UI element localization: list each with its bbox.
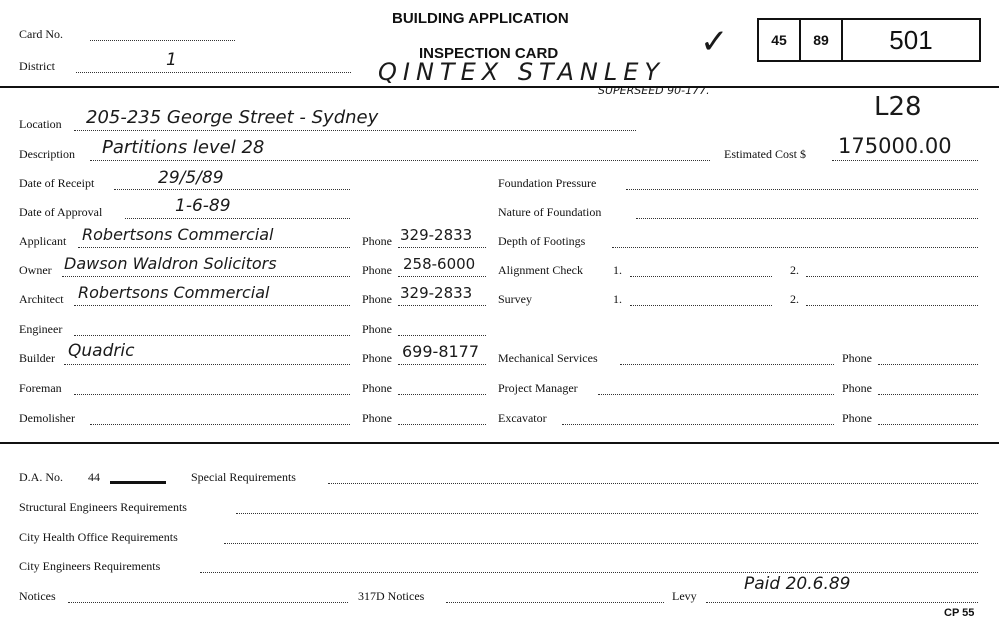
excavator-field (562, 424, 834, 425)
excavator-phone-label: Phone (842, 411, 872, 425)
date-approval-field (125, 218, 350, 219)
foreman-label: Foreman (19, 381, 62, 395)
builder-label: Builder (19, 351, 55, 365)
applicant-field (78, 247, 350, 248)
structural-req-label: Structural Engineers Requirements (19, 500, 187, 514)
engineer-field (74, 335, 350, 336)
architect-phone-label: Phone (362, 292, 392, 306)
alignment-num-1: 1. (613, 263, 622, 277)
check-mark: ✓ (700, 22, 729, 62)
mechanical-field (620, 364, 834, 365)
alignment-field-1 (630, 276, 772, 277)
owner-phone-label: Phone (362, 263, 392, 277)
notices-317d-label: 317D Notices (358, 589, 425, 603)
project-manager-phone-field (878, 394, 978, 395)
nature-foundation-label: Nature of Foundation (498, 205, 602, 219)
mechanical-label: Mechanical Services (498, 351, 598, 365)
foreman-phone-label: Phone (362, 381, 392, 395)
engineer-label: Engineer (19, 322, 63, 336)
levy-value: Paid 20.6.89 (744, 574, 851, 594)
level-note: L28 (874, 92, 922, 122)
builder-phone-value: 699-8177 (402, 342, 480, 361)
description-value: Partitions level 28 (102, 137, 265, 158)
date-approval-value: 1-6-89 (175, 196, 231, 216)
form-subtitle: INSPECTION CARD (419, 45, 559, 62)
description-field (90, 160, 710, 161)
supersede-note: SUPERSEED 90-177. (598, 84, 710, 97)
card-number: 501 (841, 18, 981, 62)
nature-foundation-field (636, 218, 978, 219)
mechanical-phone-field (878, 364, 978, 365)
foundation-pressure-label: Foundation Pressure (498, 176, 597, 190)
demolisher-phone-label: Phone (362, 411, 392, 425)
survey-field-1 (630, 305, 772, 306)
city-eng-req-label: City Engineers Requirements (19, 559, 161, 573)
levy-label: Levy (672, 589, 697, 603)
estimated-cost-label: Estimated Cost $ (724, 147, 806, 161)
mechanical-phone-label: Phone (842, 351, 872, 365)
description-label: Description (19, 147, 75, 161)
architect-value: Robertsons Commercial (78, 283, 270, 302)
demolisher-phone-field (398, 424, 486, 425)
health-req-label: City Health Office Requirements (19, 530, 178, 544)
estimated-cost-value: 175000.00 (838, 134, 952, 158)
architect-phone-field (398, 305, 486, 306)
architect-field (74, 305, 350, 306)
foreman-phone-field (398, 394, 486, 395)
location-field (74, 130, 636, 131)
foreman-field (74, 394, 350, 395)
engineer-phone-label: Phone (362, 322, 392, 336)
notices-label: Notices (19, 589, 56, 603)
project-manager-field (598, 394, 834, 395)
district-value: 1 (166, 50, 177, 70)
estimated-cost-field (832, 160, 978, 161)
excavator-label: Excavator (498, 411, 547, 425)
header-divider (0, 86, 999, 88)
notices-317d-field (446, 602, 664, 603)
ref-box-b: 89 (799, 18, 843, 62)
survey-num-1: 1. (613, 292, 622, 306)
builder-field (64, 364, 350, 365)
location-label: Location (19, 117, 62, 131)
form-code: CP 55 (944, 607, 975, 619)
architect-phone-value: 329-2833 (400, 284, 473, 302)
district-label: District (19, 59, 55, 73)
date-approval-label: Date of Approval (19, 205, 103, 219)
date-receipt-value: 29/5/89 (158, 168, 224, 188)
special-req-label: Special Requirements (191, 470, 296, 484)
survey-label: Survey (498, 292, 532, 306)
owner-value: Dawson Waldron Solicitors (64, 254, 277, 273)
depth-footings-label: Depth of Footings (498, 234, 586, 248)
date-receipt-label: Date of Receipt (19, 176, 95, 190)
excavator-phone-field (878, 424, 978, 425)
depth-footings-field (612, 247, 978, 248)
demolisher-label: Demolisher (19, 411, 75, 425)
ref-box-a: 45 (757, 18, 801, 62)
da-no-label: D.A. No. (19, 470, 63, 484)
applicant-phone-value: 329-2833 (400, 226, 473, 244)
architect-label: Architect (19, 292, 64, 306)
owner-field (62, 276, 350, 277)
demolisher-field (90, 424, 350, 425)
notices-field (68, 602, 348, 603)
card-no-field (90, 40, 235, 41)
survey-field-2 (806, 305, 978, 306)
owner-label: Owner (19, 263, 52, 277)
card-no-label: Card No. (19, 27, 63, 41)
form-title: BUILDING APPLICATION (392, 10, 569, 27)
special-req-field (328, 483, 978, 484)
applicant-label: Applicant (19, 234, 67, 248)
project-manager-phone-label: Phone (842, 381, 872, 395)
alignment-num-2: 2. (790, 263, 799, 277)
date-receipt-field (114, 189, 350, 190)
levy-field (706, 602, 978, 603)
hand-title: QINTEX STANLEY (378, 58, 666, 86)
alignment-field-2 (806, 276, 978, 277)
survey-num-2: 2. (790, 292, 799, 306)
owner-phone-field (398, 276, 486, 277)
applicant-phone-label: Phone (362, 234, 392, 248)
builder-phone-field (398, 364, 486, 365)
builder-phone-label: Phone (362, 351, 392, 365)
owner-phone-value: 258-6000 (403, 255, 476, 273)
health-req-field (224, 543, 978, 544)
alignment-check-label: Alignment Check (498, 263, 583, 277)
da-no-stroke (110, 481, 166, 484)
applicant-value: Robertsons Commercial (82, 225, 274, 244)
structural-req-field (236, 513, 978, 514)
da-no-value: 44 (88, 470, 100, 484)
applicant-phone-field (398, 247, 486, 248)
city-eng-req-field (200, 572, 978, 573)
builder-value: Quadric (68, 341, 135, 361)
project-manager-label: Project Manager (498, 381, 578, 395)
foundation-pressure-field (626, 189, 978, 190)
details-divider (0, 442, 999, 444)
location-value: 205-235 George Street - Sydney (86, 107, 379, 128)
district-field (76, 72, 351, 73)
engineer-phone-field (398, 335, 486, 336)
